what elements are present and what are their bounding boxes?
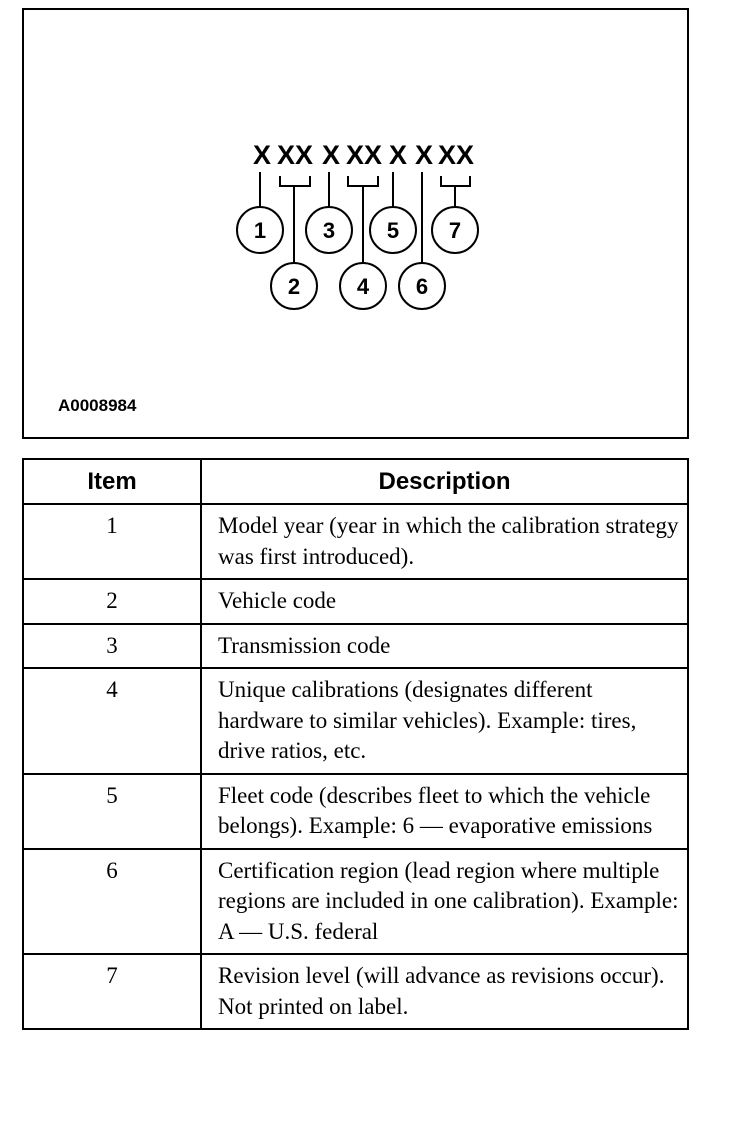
- callout-label-5: 5: [386, 218, 400, 243]
- callout-label-7: 7: [448, 218, 462, 243]
- code-segment-4: XX: [345, 140, 383, 170]
- row-description: Certification region (lead region where multiple regions are included in one calibration). Example: A — U.S. federal: [201, 849, 688, 955]
- figure-id: A0008984: [58, 396, 137, 415]
- row-description: Fleet code (describes fleet to which the vehicle belongs). Example: 6 — evaporative emissions: [201, 774, 688, 849]
- callout-label-3: 3: [322, 218, 336, 243]
- row-item: 2: [23, 579, 201, 624]
- header-description: Description: [201, 459, 688, 504]
- row-item: 6: [23, 849, 201, 955]
- table-row: [23, 624, 688, 669]
- callout-label-4: 4: [356, 274, 370, 299]
- table-row: [23, 504, 688, 579]
- row-description: Vehicle code: [201, 579, 688, 624]
- callout-label-2: 2: [287, 274, 301, 299]
- header-item: Item: [23, 459, 201, 504]
- code-segment-5: X: [388, 140, 408, 170]
- table-row: [23, 668, 688, 774]
- table-row: [23, 849, 688, 955]
- row-description: Revision level (will advance as revisions occur). Not printed on label.: [201, 954, 688, 1029]
- table-row: [23, 954, 688, 1029]
- row-description: Transmission code: [201, 624, 688, 669]
- row-item: 3: [23, 624, 201, 669]
- code-segment-6: X: [414, 140, 434, 170]
- code-segment-3: X: [321, 140, 341, 170]
- code-segment-1: X: [252, 140, 272, 170]
- callout-label-1: 1: [253, 218, 267, 243]
- row-item: 1: [23, 504, 201, 579]
- table-header-row: [23, 459, 688, 504]
- code-segment-2: XX: [276, 140, 314, 170]
- legend-table: [22, 458, 689, 1030]
- row-item: 7: [23, 954, 201, 1029]
- row-description: Model year (year in which the calibration strategy was first introduced).: [201, 504, 688, 579]
- row-item: 5: [23, 774, 201, 849]
- row-description: Unique calibrations (designates different hardware to similar vehicles). Example: tires, drive ratios, etc.: [201, 668, 688, 774]
- table-row: [23, 774, 688, 849]
- table-row: [23, 579, 688, 624]
- code-segment-7: XX: [437, 140, 475, 170]
- calibration-code-diagram: [24, 10, 691, 441]
- row-item: 4: [23, 668, 201, 774]
- diagram-figure: [22, 8, 689, 439]
- callout-label-6: 6: [415, 274, 429, 299]
